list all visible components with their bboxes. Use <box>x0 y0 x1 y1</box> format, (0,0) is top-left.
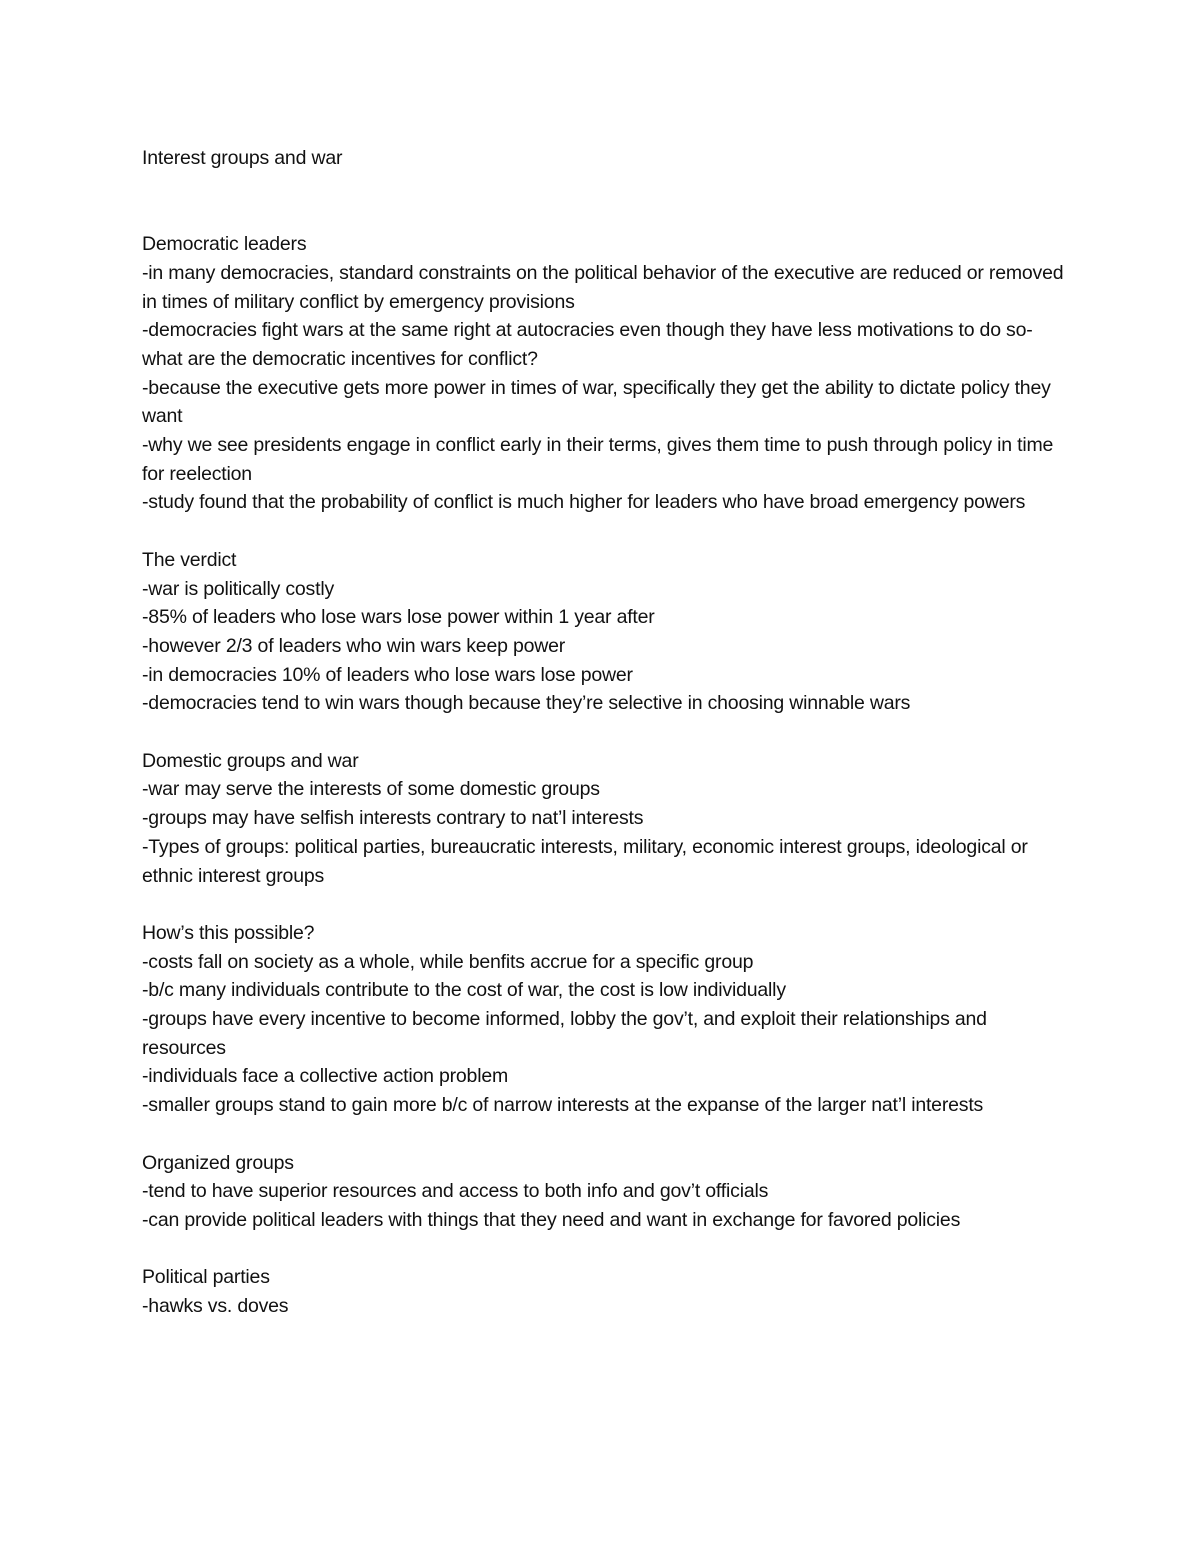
bullet-item: -in many democracies, standard constraints on the political behavior of the executive are reduced or removed in times of military conflict by emergency provisions <box>142 261 1064 313</box>
section-the-verdict <box>142 546 1072 718</box>
section-democratic-leaders <box>142 230 1072 517</box>
bullet-item: -costs fall on society as a whole, while benfits accrue for a specific group <box>142 950 754 973</box>
bullet-item: -democracies fight wars at the same right at autocracies even though they have less motivations to do so- what are the democratic incentives for conflict? <box>142 319 1033 370</box>
bullet-item: -Types of groups: political parties, bureaucratic interests, military, economic interest groups, ideological or ethnic interest groups <box>142 835 1028 887</box>
bullet-item: -study found that the probability of conflict is much higher for leaders who have broad emergency powers <box>142 491 1026 514</box>
bullet-item: -democracies tend to win wars though because they’re selective in choosing winnable wars <box>142 692 911 715</box>
bullet-item: -tend to have superior resources and access to both info and gov’t officials <box>142 1180 769 1203</box>
section-heading: The verdict <box>142 548 237 571</box>
bullet-list <box>142 259 1072 517</box>
bullet-item: -smaller groups stand to gain more b/c of narrow interests at the expanse of the larger nat’l interests <box>142 1094 984 1117</box>
section-heading: Democratic leaders <box>142 233 307 256</box>
bullet-item: -because the executive gets more power in times of war, specifically they get the ability to dictate policy they want <box>142 376 1051 428</box>
bullet-list <box>142 775 1072 890</box>
bullet-item: -85% of leaders who lose wars lose power within 1 year after <box>142 606 655 629</box>
bullet-item: -groups have every incentive to become informed, lobby the gov’t, and exploit their relationships and resources <box>142 1008 987 1059</box>
bullet-item: -individuals face a collective action problem <box>142 1065 509 1088</box>
section-heading: Organized groups <box>142 1151 294 1174</box>
bullet-list <box>142 948 1072 1120</box>
section-organized-groups <box>142 1149 1072 1235</box>
bullet-item: -can provide political leaders with things that they need and want in exchange for favored policies <box>142 1208 961 1231</box>
section-domestic-groups <box>142 747 1072 891</box>
section-heading: How’s this possible? <box>142 921 315 944</box>
bullet-item: -b/c many individuals contribute to the cost of war, the cost is low individually <box>142 979 786 1002</box>
bullet-list <box>142 1177 1072 1234</box>
document-body <box>142 144 1072 1349</box>
bullet-item: -war is politically costly <box>142 577 335 600</box>
bullet-item: -in democracies 10% of leaders who lose wars lose power <box>142 663 633 686</box>
section-hows-this-possible <box>142 919 1072 1120</box>
document-title: Interest groups and war <box>142 147 343 169</box>
bullet-list <box>142 1292 1072 1321</box>
bullet-item: -why we see presidents engage in conflict early in their terms, gives them time to push through policy in time for reelection <box>142 434 1054 485</box>
bullet-item: -hawks vs. doves <box>142 1295 289 1318</box>
bullet-item: -however 2/3 of leaders who win wars keep power <box>142 634 566 657</box>
bullet-item: -war may serve the interests of some domestic groups <box>142 778 600 801</box>
section-heading: Political parties <box>142 1266 270 1289</box>
bullet-item: -groups may have selfish interests contrary to nat’l interests <box>142 807 644 830</box>
section-political-parties <box>142 1263 1072 1320</box>
bullet-list <box>142 575 1072 719</box>
section-heading: Domestic groups and war <box>142 749 359 772</box>
